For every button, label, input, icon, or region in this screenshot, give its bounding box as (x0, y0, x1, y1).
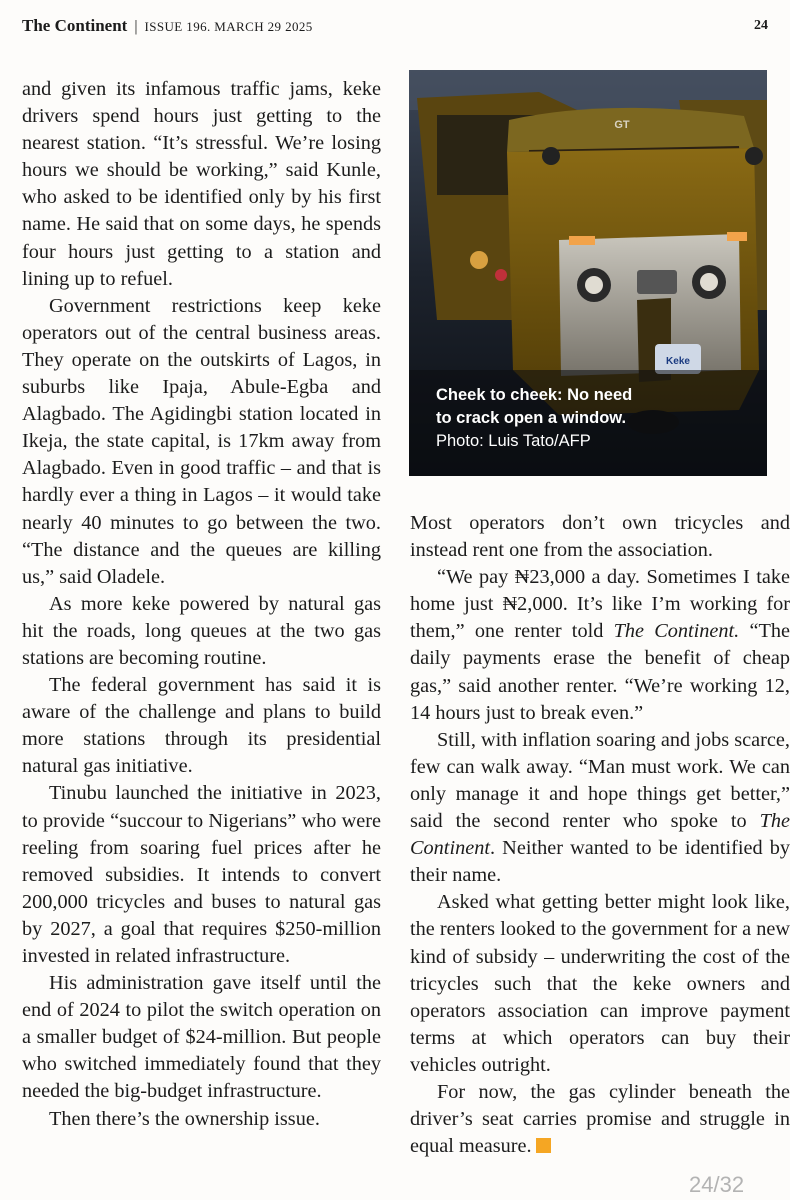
page-counter: 24/32 (689, 1172, 745, 1197)
body-paragraph: Most operators don’t own tricycles and instead rent one from the association. (410, 512, 790, 562)
body-paragraph: Asked what getting better might look like, the renters looked to the government for a new kind of subsidy – underwriting the cost of the tricycles such that the keke owners and operators association can improve payment terms at which operators can buy their vehicles outright. (410, 891, 790, 1076)
right-column (410, 510, 790, 1160)
text-run: For now, the gas cylinder beneath the driver’s seat carries promise and struggle in equal measure. (410, 1080, 790, 1158)
left-column (22, 76, 381, 1133)
keke-photo (409, 70, 767, 476)
body-paragraph: Government restrictions keep keke operators out of the central business areas. They operate on the outskirts of Lagos, in suburbs like Ipaja, Abule-Egba and Alagbado. The Agidingbi station located in Ikeja, the state capital, is 17km away from Alagbado. Even in good traffic – and that is hardly ever a thing in Lagos – it would take nearly 40 minutes to go between the two. “The distance and the queues are killing us,” said Oladele. (22, 294, 381, 588)
body-paragraph: The federal government has said it is aware of the challenge and plans to build more stations through its presidential natural gas initiative. (22, 674, 381, 778)
plate-text: Keke (666, 356, 690, 367)
body-paragraph: Tinubu launched the initiative in 2023, to provide “succour to Nigerians” who were reeling from soaring fuel prices after he removed subsidies. It intends to convert 200,000 tricycles and buses to natural gas by 2027, a goal that requires $250-million invested in related infrastructure. (22, 782, 381, 967)
issue-date: ISSUE 196. MARCH 29 2025 (144, 19, 313, 34)
body-paragraph (410, 1079, 790, 1160)
photo-caption (436, 384, 756, 453)
caption-line: Cheek to cheek: No need (436, 386, 633, 404)
body-paragraph (410, 564, 790, 727)
body-paragraph: As more keke powered by natural gas hit the roads, long queues at the two gas stations are becoming routine. (22, 592, 381, 669)
body-paragraph (410, 727, 790, 890)
caption-line: to crack open a window. (436, 409, 627, 427)
body-paragraph: His administration gave itself until the end of 2024 to pilot the switch operation on a smaller budget of $24-million. But people who switched immediately found that they needed the big-budget infrastructure. (22, 972, 381, 1103)
page-number: 24 (754, 18, 768, 33)
text-run: “We pay ₦23,000 a day. Sometimes I take home just ₦2,000. It’s like I’m working for them,” one renter told (410, 566, 790, 643)
photo-credit: Photo: Luis Tato/AFP (436, 432, 591, 450)
running-header (22, 16, 767, 40)
keke-logo-text: GT (614, 119, 630, 131)
publication-name: The Continent (22, 16, 128, 35)
header-separator: | (134, 18, 138, 35)
publication-mention: The Continent (410, 810, 790, 860)
publication-mention: The Continent. (613, 620, 740, 643)
body-paragraph: and given its infamous traffic jams, keke drivers spend hours just getting to the nearest station. “It’s stressful. We’re losing hours we should be working,” said Kunle, who asked to be identified only by his first name. He said that on some days, he spends four hours just getting to a station and lining up to refuel. (22, 78, 381, 290)
end-of-article-mark (536, 1138, 551, 1153)
text-run: “The daily payments erase the benefit of cheap gas,” said another renter. “We’re working 12, 14 hours just to break even.” (410, 620, 790, 724)
text-run: . Neither wanted to be identified by their name. (410, 837, 790, 887)
text-run: Still, with inflation soaring and jobs scarce, few can walk away. “Man must work. We can only manage it and hope things get better,” said the second renter who spoke to (410, 728, 790, 833)
body-paragraph: Then there’s the ownership issue. (49, 1107, 320, 1130)
